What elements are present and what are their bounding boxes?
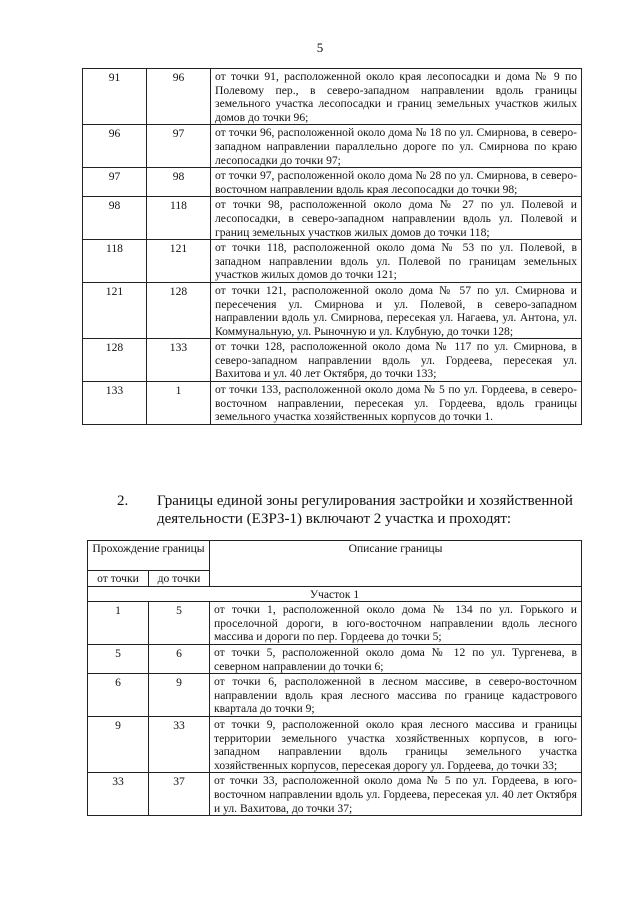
description-cell: от точки 1, расположенной около дома № 134 по ул. Горького и проселочной дороги, в юго-восточном направлении вдоль лесного массива и дороги по пер. Гордеева до точки 5; bbox=[210, 602, 582, 645]
description-cell: от точки 128, расположенной около дома № 117 по ул. Смирнова, в северо-западном направлении вдоль ул. Гордеева, пересекая ул. Вахитова и ул. 40 лет Октября, до точки 133; bbox=[211, 339, 582, 382]
description-cell: от точки 6, расположенной в лесном массиве, в северо-восточном направлении вдоль края лесного массива по границе кадастрового квартала до точки 9; bbox=[210, 674, 582, 717]
from-point-cell: 121 bbox=[83, 282, 147, 338]
page-number: 5 bbox=[316, 40, 324, 55]
table-row bbox=[88, 674, 582, 717]
from-point-cell: 128 bbox=[83, 339, 147, 382]
table-row bbox=[83, 125, 582, 168]
section-label-row bbox=[88, 586, 582, 602]
table-row bbox=[88, 773, 582, 816]
table-row bbox=[88, 716, 582, 772]
from-point-cell: 9 bbox=[88, 716, 149, 772]
header-passage: Прохождение границы bbox=[88, 541, 210, 571]
to-point-cell: 6 bbox=[149, 644, 210, 673]
section-text: Границы единой зоны регулирования застройки и хозяйственной деятельности (ЕЗРЗ-1) включают 2 участка и проходят: bbox=[157, 493, 573, 527]
boundary-table-2-body bbox=[88, 541, 582, 816]
description-cell: от точки 33, расположенной около дома № 5 по ул. Гордеева, в юго-восточном направлении вдоль ул. Гордеева, пересекая ул. 40 лет Октября и ул. Вахитова, до точки 37; bbox=[210, 773, 582, 816]
from-point-cell: 98 bbox=[83, 197, 147, 240]
description-cell: от точки 9, расположенной около края лесного массива и границы территории земельного участка хозяйственных корпусов, в юго-западном направлении вдоль границы земельного участка хозяйственных корпусов, пересекая дорогу ул. Гордеева, до точки 33; bbox=[210, 716, 582, 772]
description-cell: от точки 121, расположенной около дома № 57 по ул. Смирнова и пересечения ул. Смирнова и ул. Полевой, в северо-западном направлении вдоль ул. Смирнова, пересекая ул. Нагаева, ул. Антона, ул. Коммунальную, ул. Рыночную и ул. Клубную, до точки 128; bbox=[211, 282, 582, 338]
from-point-cell: 5 bbox=[88, 644, 149, 673]
description-cell: от точки 118, расположенной около дома № 53 по ул. Полевой, в западном направлении вдоль ул. Полевой по границам земельных участков жилых домов до точки 121; bbox=[211, 240, 582, 283]
to-point-cell: 118 bbox=[147, 197, 211, 240]
to-point-cell: 133 bbox=[147, 339, 211, 382]
table-row bbox=[83, 69, 582, 125]
table-row bbox=[88, 602, 582, 645]
section-number: 2. bbox=[117, 493, 129, 509]
description-cell: от точки 133, расположенной около дома № 5 по ул. Гордеева, в северо-восточном направлении, пересекая ул. Гордеева, вдоль границы земельного участка хозяйственных корпусов до точки 1. bbox=[211, 382, 582, 425]
from-point-cell: 33 bbox=[88, 773, 149, 816]
to-point-cell: 5 bbox=[149, 602, 210, 645]
table-row bbox=[83, 240, 582, 283]
table-row bbox=[88, 644, 582, 673]
to-point-cell: 1 bbox=[147, 382, 211, 425]
description-cell: от точки 97, расположенной около дома № 28 по ул. Смирнова, в северо-восточном направлении вдоль края лесопосадки до точки 98; bbox=[211, 168, 582, 197]
table-row bbox=[83, 282, 582, 338]
section-heading bbox=[117, 492, 587, 528]
from-point-cell: 133 bbox=[83, 382, 147, 425]
description-cell: от точки 98, расположенной около дома № 27 по ул. Полевой и лесопосадки, в северо-западном направлении вдоль ул. Полевой и границ земельных участков жилых домов до точки 118; bbox=[211, 197, 582, 240]
to-point-cell: 97 bbox=[147, 125, 211, 168]
description-cell: от точки 5, расположенной около дома № 12 по ул. Тургенева, в северном направлении до точки 6; bbox=[210, 644, 582, 673]
to-point-cell: 121 bbox=[147, 240, 211, 283]
header-from-point: от точки bbox=[88, 571, 149, 587]
from-point-cell: 118 bbox=[83, 240, 147, 283]
description-cell: от точки 96, расположенной около дома № 18 по ул. Смирнова, в северо-западном направлении параллельно дороге по ул. Смирнова по краю лесопосадки до точки 97; bbox=[211, 125, 582, 168]
to-point-cell: 98 bbox=[147, 168, 211, 197]
to-point-cell: 128 bbox=[147, 282, 211, 338]
table-row bbox=[83, 339, 582, 382]
boundary-table-1-body bbox=[83, 69, 582, 425]
from-point-cell: 96 bbox=[83, 125, 147, 168]
table-row bbox=[83, 382, 582, 425]
table-header-row bbox=[88, 541, 582, 571]
description-cell: от точки 91, расположенной около края лесопосадки и дома № 9 по Полевому пер., в северо-западном направлении вдоль границы земельного участка лесопосадки и границ земельных участков жилых домов до точки 96; bbox=[211, 69, 582, 125]
to-point-cell: 33 bbox=[149, 716, 210, 772]
to-point-cell: 9 bbox=[149, 674, 210, 717]
section-label: Участок 1 bbox=[88, 586, 582, 602]
to-point-cell: 96 bbox=[147, 69, 211, 125]
from-point-cell: 6 bbox=[88, 674, 149, 717]
header-to-point: до точки bbox=[149, 571, 210, 587]
table-row bbox=[83, 168, 582, 197]
from-point-cell: 91 bbox=[83, 69, 147, 125]
from-point-cell: 1 bbox=[88, 602, 149, 645]
boundary-table-1 bbox=[82, 68, 582, 425]
to-point-cell: 37 bbox=[149, 773, 210, 816]
table-row bbox=[83, 197, 582, 240]
from-point-cell: 97 bbox=[83, 168, 147, 197]
header-description: Описание границы bbox=[210, 541, 582, 587]
boundary-table-2 bbox=[87, 540, 582, 816]
